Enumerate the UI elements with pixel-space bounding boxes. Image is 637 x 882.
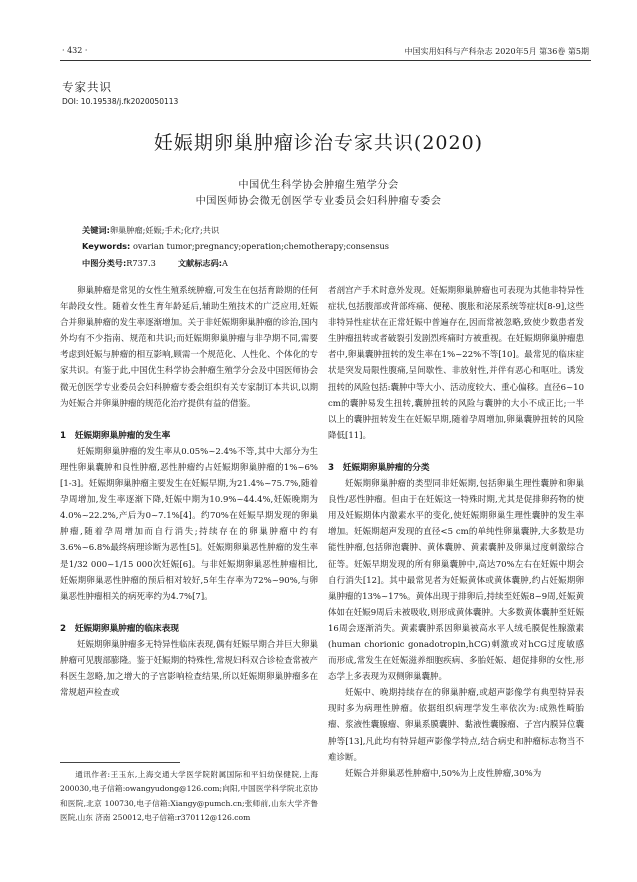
- right-column: [328, 283, 584, 782]
- section-3-paragraph-2: 妊娠中、晚期持续存在的卵巢肿瘤,或超声影像学有典型特异表现时多为病理性肿瘤。依据组织病理学发生率依次为:成熟性畸胎瘤、浆液性囊腺瘤、卵巢系膜囊肿、黏液性囊腺瘤、子宫内膜异位囊肿等[13],凡此均有特异超声影像学特点,结合病史和肿瘤标志物当不难诊断。: [328, 688, 584, 763]
- doc-code-label: 文献标志码:: [177, 258, 223, 268]
- section-2-heading: 2 妊娠期卵巢肿瘤的临床表现: [60, 623, 179, 634]
- corresponding-authors-footnote: 通讯作者:王玉东,上海交通大学医学院附属国际和平妇幼保健院,上海 200030,电子信箱:owangyudong@126.com;向阳,中国医学科学院北京协和医院,北京 100730,电子信箱:Xiangy@pumch.cn;张师前,山东大学齐鲁医院,山东 济南 250012,电子信箱:r370112@126.com: [60, 770, 318, 823]
- left-column: [60, 283, 318, 701]
- section-3-paragraph-1: 妊娠期卵巢肿瘤的类型同非妊娠期,包括卵巢生理性囊肿和卵巢良性/恶性肿瘤。但由于在妊娠这一特殊时期,尤其是促排卵药物的使用及妊娠期体内激素水平的变化,使妊娠期卵巢生理性囊肿的发生率增加。妊娠期超声发现的直径<5 cm的单纯性卵巢囊肿,大多数是功能性肿瘤,包括卵泡囊肿、黄体囊肿、黄素囊肿及卵巢过度刺激综合征等。妊娠早期发现的所有卵巢囊肿中,高达70%左右在妊娠中期会自行消失[12]。其中最常见者为妊娠黄体或黄体囊肿,约占妊娠期卵巢肿瘤的13%~17%。黄体出现于排卵后,持续至妊娠8~9周,妊娠黄体如在妊娠9周后未被吸收,则形成黄体囊肿。大多数黄体囊肿至妊娠16周会逐渐消失。黄素囊肿系因卵巢被高水平人绒毛膜促性腺激素(human chorionic gonadotropin,hCG)刺激或对hCG过度敏感而形成,常发生在妊娠滋养细胞疾病、多胎妊娠、超促排卵的女性,形态学上多表现为双侧卵巢囊肿。: [328, 479, 584, 683]
- footnote-rule: [60, 762, 180, 763]
- doc-code-value: A: [222, 258, 228, 268]
- author-org-2: 中国医师协会微无创医学专业委员会妇科肿瘤专委会: [195, 196, 442, 207]
- keywords-cn: [82, 225, 577, 236]
- keywords-en: [82, 241, 577, 251]
- column-label: 专家共识: [62, 80, 112, 94]
- section-3-paragraph-3: 妊娠合并卵巢恶性肿瘤中,50%为上皮性肿瘤,30%为: [345, 768, 542, 779]
- clc-value: R737.3: [126, 258, 156, 268]
- header-rule: [60, 60, 591, 61]
- keywords-en-label: Keywords:: [82, 241, 131, 251]
- section-1-paragraph: 妊娠期卵巢肿瘤的发生率从0.05%~2.4%不等,其中大部分为生理性卵巢囊肿和良性肿瘤,恶性肿瘤约占妊娠期卵巢肿瘤的1%~6%[1-3]。妊娠期卵巢肿瘤主要发生在妊娠早期,为21.4%~75.7%,随着孕周增加,发生率逐渐下降,妊娠中期为10.9%~44.4%,妊娠晚期为4.0%~22.2%,产后为0~7.1%[4]。约70%在妊娠早期发现的卵巢肿瘤,随着孕周增加而自行消失;持续存在的卵巢肿瘤中约有3.6%~6.8%最终病理诊断为恶性[5]。妊娠期卵巢恶性肿瘤的发生率是1/32 000~1/15 000次妊娠[6]。与非妊娠期卵巢恶性肿瘤相比,妊娠期卵巢恶性肿瘤的预后相对较好,5年生存率为72%~90%,与卵巢恶性肿瘤相关的病死率约为4.7%[7]。: [60, 446, 318, 602]
- journal-header: 中国实用妇科与产科杂志 2020年5月 第36卷 第5期: [404, 47, 589, 56]
- intro-paragraph: 卵巢肿瘤是常见的女性生殖系统肿瘤,可发生在包括育龄期的任何年龄段女性。随着女性生育年龄延后,辅助生殖技术的广泛应用,妊娠合并卵巢肿瘤的发生率逐渐增加。关于非妊娠期卵巢肿瘤的诊治,国内外均有不少指南、规范和共识;而妊娠期卵巢肿瘤与非孕期不同,需要考虑到妊娠与肿瘤的相互影响,顾需一个规范化、人性化、个体化的专家共识。有鉴于此,中国优生科学协会肿瘤生殖学分会及中国医师协会微无创医学专业委员会妇科肿瘤专委会组织有关专家制订本共识,以期为妊娠合并卵巢肿瘤的规范化治疗提供有益的借鉴。: [60, 286, 318, 409]
- classification: [82, 258, 577, 269]
- section-1-heading: 1 妊娠期卵巢肿瘤的发生率: [60, 430, 171, 441]
- doi[interactable]: DOI: 10.19538/j.fk2020050113: [62, 97, 179, 106]
- section-2-paragraph: 妊娠期卵巢肿瘤多无特异性临床表现,偶有妊娠早期合并巨大卵巢肿瘤可见腹部膨隆。鉴于妊娠期的特殊性,常规妇科双合诊检查常被产科医生忽略,加之增大的子宫影响检查结果,所以妊娠期卵巢肿瘤多在常规超声检查或: [60, 639, 318, 699]
- keywords-cn-label: 关键词:: [82, 225, 110, 235]
- keywords-cn-value: 卵巢肿瘤;妊娠;手术;化疗;共识: [109, 225, 220, 235]
- clc-label: 中图分类号:: [82, 258, 127, 268]
- author-org-1: 中国优生科学协会肿瘤生殖学分会: [238, 180, 399, 191]
- keywords-en-value: ovarian tumor;pregnancy;operation;chemotherapy;consensus: [132, 241, 389, 251]
- page-number: · 432 ·: [62, 46, 88, 55]
- section-3-heading: 3 妊娠期卵巢肿瘤的分类: [328, 462, 430, 473]
- section-2-continued: 者剖宫产手术时意外发现。妊娠期卵巢肿瘤也可表现为其他非特异性症状,包括腹部或背部疼痛、便秘、腹胀和泌尿系统等症状[8-9],这些非特异性症状在正常妊娠中普遍存在,因而常被忽略,致使少数患者发生肿瘤扭转或者破裂引发剧烈疼痛时方被重视。在妊娠期卵巢肿瘤患者中,卵巢囊肿扭转的发生率在1%~22%不等[10]。最常见的临床症状是突发局限性腹痛,呈间歇性、非放射性,并伴有恶心和呕吐。诱发扭转的风险包括:囊肿中等大小、活动度较大、重心偏移。直径6~10 cm的囊肿易发生扭转,囊肿扭转的风险与囊肿的大小不成正比;一半以上的囊肿扭转发生在妊娠早期,随着孕周增加,卵巢囊肿扭转的风险降低[11]。: [328, 286, 584, 441]
- article-title: 妊娠期卵巢肿瘤诊治专家共识(2020): [153, 132, 484, 154]
